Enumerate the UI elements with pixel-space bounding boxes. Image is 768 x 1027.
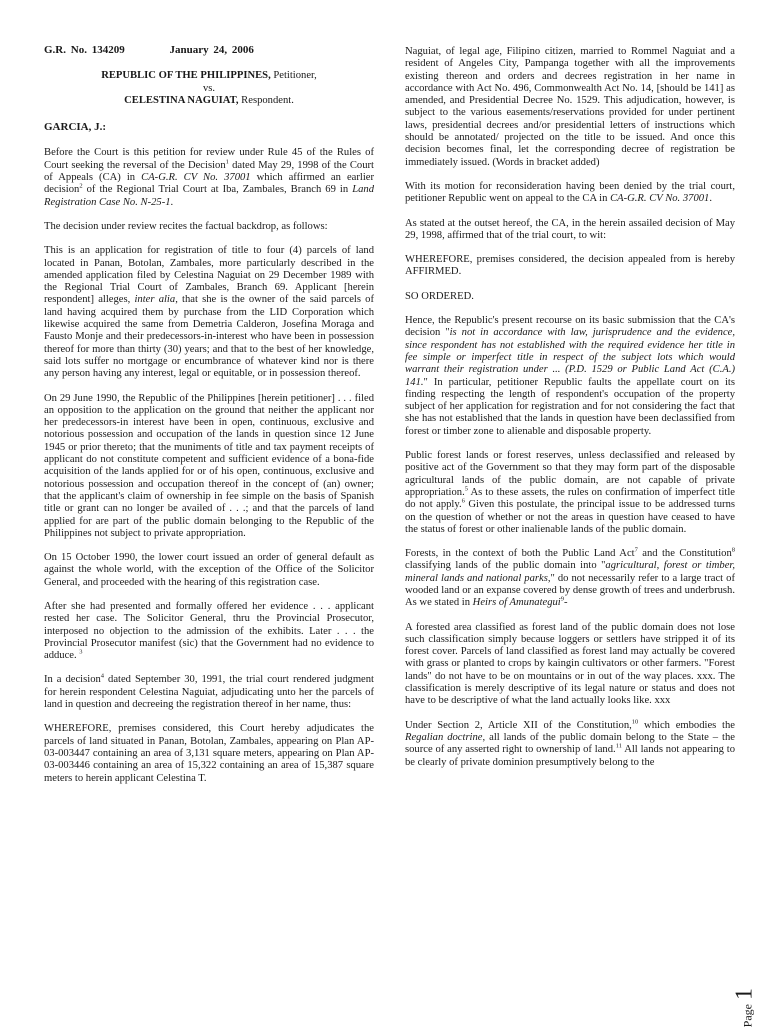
respondent-name: CELESTINA NAGUIAT, — [124, 94, 239, 106]
right-paragraph-5: SO ORDERED. — [405, 290, 474, 302]
left-paragraph-3 — [44, 245, 374, 380]
text-run: dated September 30, 1991, the trial court rendered judgment for herein respondent Celestina Naguiat, adjudicating unto her the parcels of land in question and decreeing the registration thereof in her name, thus: — [44, 674, 374, 711]
left-paragraph-6 — [44, 601, 374, 662]
text-run: which affirmed an earlier decision — [44, 172, 374, 196]
text-run: " do not necessarily refer to a large tract of wooded land or an expanse covered by dense growth of trees and underbrush. As we stated in — [405, 572, 735, 609]
petitioner-role: Petitioner, — [270, 70, 317, 82]
text-run: , that she is the owner of the said parcels of land having acquired them by purchase from the LID Corporation which likewise acquired the same from Demetria Calderon, Josefina Moraga and Fausto Monje and their predecessors-in-interest who have been in possession thereof for more than thirty (30) years; and that to the best of her knowledge, said lots suffer no mortgage or encumbrance of whatever kind nor is there any person having any interest, legal or equitable, or in possession thereof. — [44, 294, 375, 380]
right-paragraph-6 — [405, 315, 735, 438]
footnote-link[interactable]: 11 — [615, 742, 622, 750]
parties-block — [44, 70, 374, 107]
text-run: , all lands of the public domain belong to the State – the source of any asserted right to ownership of land. — [405, 731, 736, 756]
ponente: GARCIA, J.: — [44, 121, 107, 134]
text-run: of the Regional Trial Court at Iba, Zambales, Branch 69 in — [82, 184, 353, 196]
right-paragraph-7 — [405, 450, 735, 536]
left-paragraph-2: The decision under review recites the factual backdrop, as follows: — [44, 220, 328, 232]
left-paragraph-5: On 15 October 1990, the lower court issued an order of general default as against the whole world, with the exception of the Office of the Solicitor General, and proceeded with the hearing of this registration case. — [44, 552, 374, 588]
right-paragraph-4: WHEREFORE, premises considered, the decision appealed from is hereby AFFIRMED. — [405, 254, 735, 278]
versus-line: vs. — [202, 82, 216, 94]
latin-term: inter alia — [134, 294, 176, 306]
right-paragraph-9: A forested area classified as forest land of the public domain does not lose such classification simply because loggers or settlers have stripped it of its forest cover. Parcels of land classified as forest land may actually be covered with grass or planted to crops by kaingin cultivators or other farmers. "Forest lands" do not have to be on mountains or in out of the way places. xxx. The classification is merely descriptive of its legal nature or status and does not have to be descriptive of what the land actually looks like. xxx — [405, 621, 735, 707]
right-column — [405, 46, 735, 781]
footnote-link[interactable]: 1 — [225, 158, 229, 166]
right-paragraph-8 — [405, 548, 735, 609]
case-number: G.R. No. 134209 — [44, 44, 125, 56]
petitioner-name: REPUBLIC OF THE PHILIPPINES, — [101, 70, 271, 82]
text-run: Forests, in the context of both the Public Land Act — [405, 548, 635, 560]
right-paragraph-10 — [405, 720, 735, 769]
footnote-link[interactable]: 4 — [100, 672, 105, 680]
text-run: After she had presented and formally offered her evidence . . . applicant rested her case. The Solicitor General, thru the Provincial Prosecutor, interposed no objection to the admission of the exhibits. Later . . . the Provincial Prosecutor manifest (sic) that the Government had no evidence to adduce. — [44, 600, 374, 662]
left-paragraph-4: On 29 June 1990, the Republic of the Philippines [herein petitioner] . . . filed an opposition to the application on the ground that neither the applicant nor her predecessors-in interest have been in open, continuous, exclusive and notorious possession and occupation of the lands in question since 12 June 1945 or prior thereto; that the muniments of title and tax payment receipts of applicant do not constitute competent and sufficient evidence of a bona-fide acquisition of the lands applied for or of his open, continuous, exclusive and notorious possession and occupation thereof in the concept of (an) owner; that the applicant's claim of ownership in fee simple on the basis of Spanish title or grant can no longer be availed of . . .; and that the parcels of land applied for are part of the public domain belonging to the Republic of the Philippines not subject to private appropriation. — [44, 392, 374, 539]
left-paragraph-1 — [44, 147, 374, 208]
case-date: January 24, 2006 — [169, 44, 254, 56]
right-paragraph-3: As stated at the outset hereof, the CA, in the herein assailed decision of May 29, 1998, affirmed that of the trial court, to wit: — [405, 217, 735, 241]
text-run: Public forest lands or forest reserves, unless declassified and released by positive act of the Government so that they may form part of the disposable agricultural lands of the public domain, are not capable of private appropriation. — [405, 450, 735, 498]
text-run: and the Constitution — [637, 548, 732, 560]
right-paragraph-2 — [405, 181, 735, 206]
text-run: " In particular, petitioner Republic faults the appellate court on its finding respecting the length of respondent's occupation of the property subject of her application for registration and for not considering the fact that she has not established that the lands in question have been declassified from forest or timber zone to alienable and disposable property. — [405, 376, 735, 437]
quoted-text: agricultural, forest or timber, mineral lands and national parks, — [405, 560, 735, 584]
text-run: Before the Court is this petition for review under Rule 45 of the Rules of Court seeking the reversal of the Decision — [44, 147, 374, 171]
text-run: dated May 29, 1998 of the Court of Appeals (CA) in — [44, 159, 374, 184]
page-number-label — [731, 988, 758, 1027]
quoted-text: is not in accordance with law, jurisprudence and the evidence, since respondent has not established with the required evidence her title in fee simple or imperfect title in respect of the subject lots which would warrant their registration under ... (P.D. 1529 or Public Land Act (C.A.) 141. — [405, 327, 735, 388]
text-run: which embodies the — [638, 719, 735, 731]
respondent-role: Respondent. — [238, 94, 294, 106]
text-run: In a decision — [44, 674, 101, 686]
footnote-link[interactable]: 7 — [634, 546, 638, 554]
text-run: classifying lands of the public domain into " — [405, 560, 606, 572]
footnote-link[interactable]: 3 — [79, 648, 83, 656]
left-paragraph-7 — [44, 674, 374, 711]
page-word: Page — [740, 1004, 754, 1027]
right-paragraph-1: Naguiat, of legal age, Filipino citizen, married to Rommel Naguiat and a resident of Angeles City, Pampanga together with all the improvements existing thereon and orders and decrees registration in her name in accordance with Act No. 496, Commonwealth Act No. 14, [should be 141] as amended, and Presidential Decree No. 1529. This adjudication, however, is subject to the various easements/reservations provided for under pertinent laws, presidential decrees and/or presidential letters of instructions which should be annotated/ projected on the title to be issued. And once this decision becomes final, let the corresponding decree of registration be immediately issued. (Words in bracket added) — [405, 46, 735, 168]
footnote-link[interactable]: 6 — [461, 497, 465, 505]
doctrine-term: Regalian doctrine — [405, 731, 483, 743]
text-run: All lands not appearing to be clearly of private dominion presumptively belong to the — [405, 744, 735, 768]
text-run: - — [564, 597, 568, 609]
page-number: 1 — [731, 988, 757, 1000]
left-paragraph-8: WHEREFORE, premises considered, this Court hereby adjudicates the parcels of land situated in Panan, Botolan, Zambales, appearing on Plan AP-03-003447 containing an area of 3,131 square meters, appearing on Plan AP-03-003446 containing an area of 15,322 containing an area of 15,387 square meters to herein applicant Celestina T. — [44, 723, 374, 784]
case-header — [44, 44, 374, 56]
text-run: Hence, the Republic's present recourse on its basic submission that the CA's decision " — [405, 315, 735, 339]
petitioner-line — [44, 70, 374, 82]
respondent-line — [44, 95, 374, 107]
footnote-link[interactable]: 9 — [560, 595, 565, 603]
text-run: This is an application for registration of title to four (4) parcels of land located in Panan, Botolan, Zambales, more particularly described in the amended application filed by Celestina Naguiat on 29 December 1989 with the Regional Trial Court of Zambales, Branch 69. Applicant [herein respondent] alleges, — [44, 245, 374, 306]
case-citation: CA-G.R. CV No. 37001 — [141, 172, 251, 184]
text-run: . — [709, 193, 712, 205]
text-run: With its motion for reconsideration having been denied by the trial court, petitioner Republic went on appeal to the CA in — [405, 180, 735, 205]
text-run: As to these assets, the rules on confirmation of imperfect title do not apply. — [405, 486, 735, 511]
left-column — [44, 44, 374, 797]
text-run: Under Section 2, Article XII of the Constitution, — [405, 719, 632, 731]
text-run: Given this postulate, the principal issue to be addressed turns on the question of whether or not the areas in question have ceased to have the status of forest or other inalienable lands of the public domain. — [405, 499, 735, 535]
case-citation: Heirs of Amunategui — [472, 597, 561, 609]
footnote-link[interactable]: 10 — [631, 718, 639, 726]
footnote-link[interactable]: 2 — [79, 182, 83, 190]
case-citation: Land Registration Case No. N-25-1 — [44, 184, 374, 208]
case-citation: CA-G.R. CV No. 37001 — [610, 193, 710, 205]
text-run: . — [170, 196, 174, 208]
footnote-link[interactable]: 8 — [731, 546, 735, 554]
footnote-link[interactable]: 5 — [464, 485, 468, 493]
